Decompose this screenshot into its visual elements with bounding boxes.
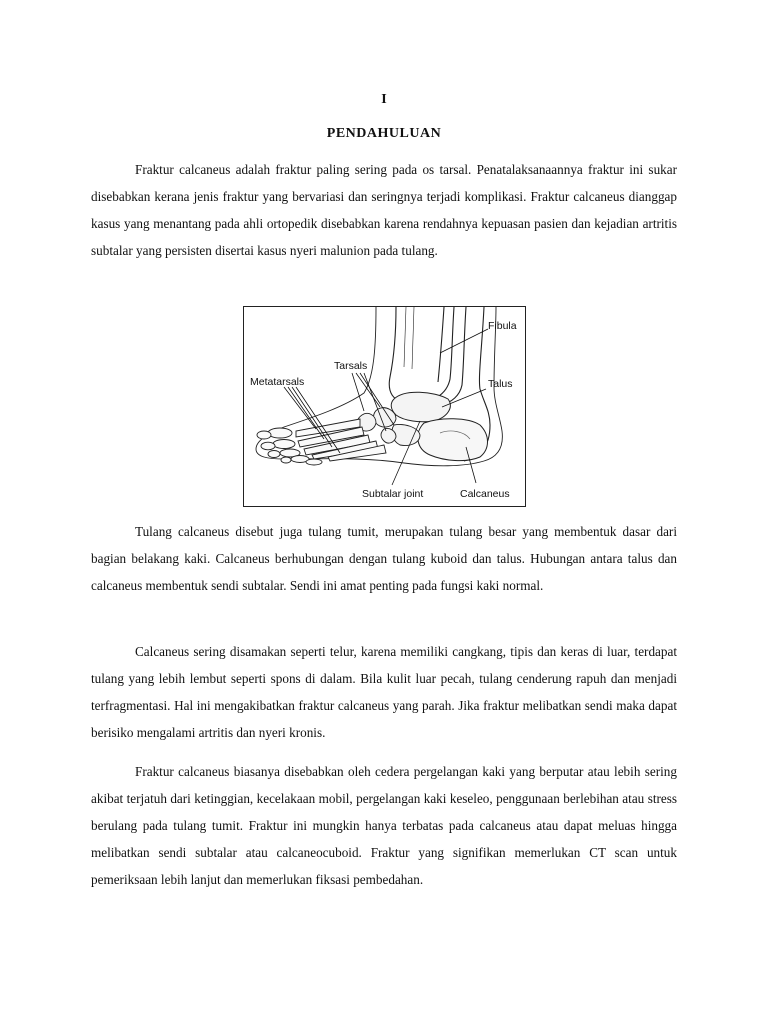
label-tarsals: Tarsals (334, 360, 368, 372)
label-fibula: Fibula (488, 320, 517, 332)
paragraph-3: Calcaneus sering disamakan seperti telur, karena memiliki cangkang, tipis dan keras di luar, terdapat tulang yang lebih lembut seperti spons di dalam. Bila kulit luar pecah, tulang cenderung rapuh dan menjadi terfragmentasi. Hal ini mengakibatkan fraktur calcaneus yang parah. Jika fraktur melibatkan sendi maka dapat berisiko mengalami artritis dan nyeri kronis. (91, 644, 677, 740)
paragraph-2: Tulang calcaneus disebut juga tulang tumit, merupakan tulang besar yang membentuk dasar dari bagian belakang kaki. Calcaneus berhubungan dengan tulang kuboid dan talus. Hubungan antara talus dan calcaneus membentuk sendi subtalar. Sendi ini amat penting pada fungsi kaki normal. (91, 524, 677, 593)
paragraph-4: Fraktur calcaneus biasanya disebabkan oleh cedera pergelangan kaki yang berputar atau lebih sering akibat terjatuh dari ketinggian, kecelakaan mobil, pergelangan kaki keseleo, penggunaan berlebihan atau stress berulang pada tulang tumit. Fraktur ini mungkin hanya terbatas pada calcaneus atau dapat meluas hingga melibatkan sendi subtalar atau calcaneocuboid. Fraktur yang signifikan memerlukan CT scan untuk pemeriksaan lebih lanjut dan memerlukan fiksasi pembedahan. (91, 764, 677, 887)
foot-anatomy-illustration (244, 307, 527, 508)
chapter-title: PENDAHULUAN (326, 126, 442, 141)
label-calcaneus: Calcaneus (460, 488, 510, 500)
foot-anatomy-figure (243, 306, 526, 507)
label-talus: Talus (488, 378, 513, 390)
label-subtalar-joint: Subtalar joint (362, 488, 424, 500)
paragraph-1: Fraktur calcaneus adalah fraktur paling sering pada os tarsal. Penatalaksanaannya fraktur ini sukar disebabkan kerana jenis fraktur yang bervariasi dan seringnya terjadi komplikasi. Fraktur calcaneus dianggap kasus yang menantang pada ahli ortopedik disebabkan karena rendahnya kepuasan pasien dan kejadian artritis subtalar yang persisten disertai kasus nyeri malunion pada tulang. (91, 162, 677, 258)
label-metatarsals: Metatarsals (250, 376, 305, 388)
chapter-number: I (381, 92, 387, 107)
